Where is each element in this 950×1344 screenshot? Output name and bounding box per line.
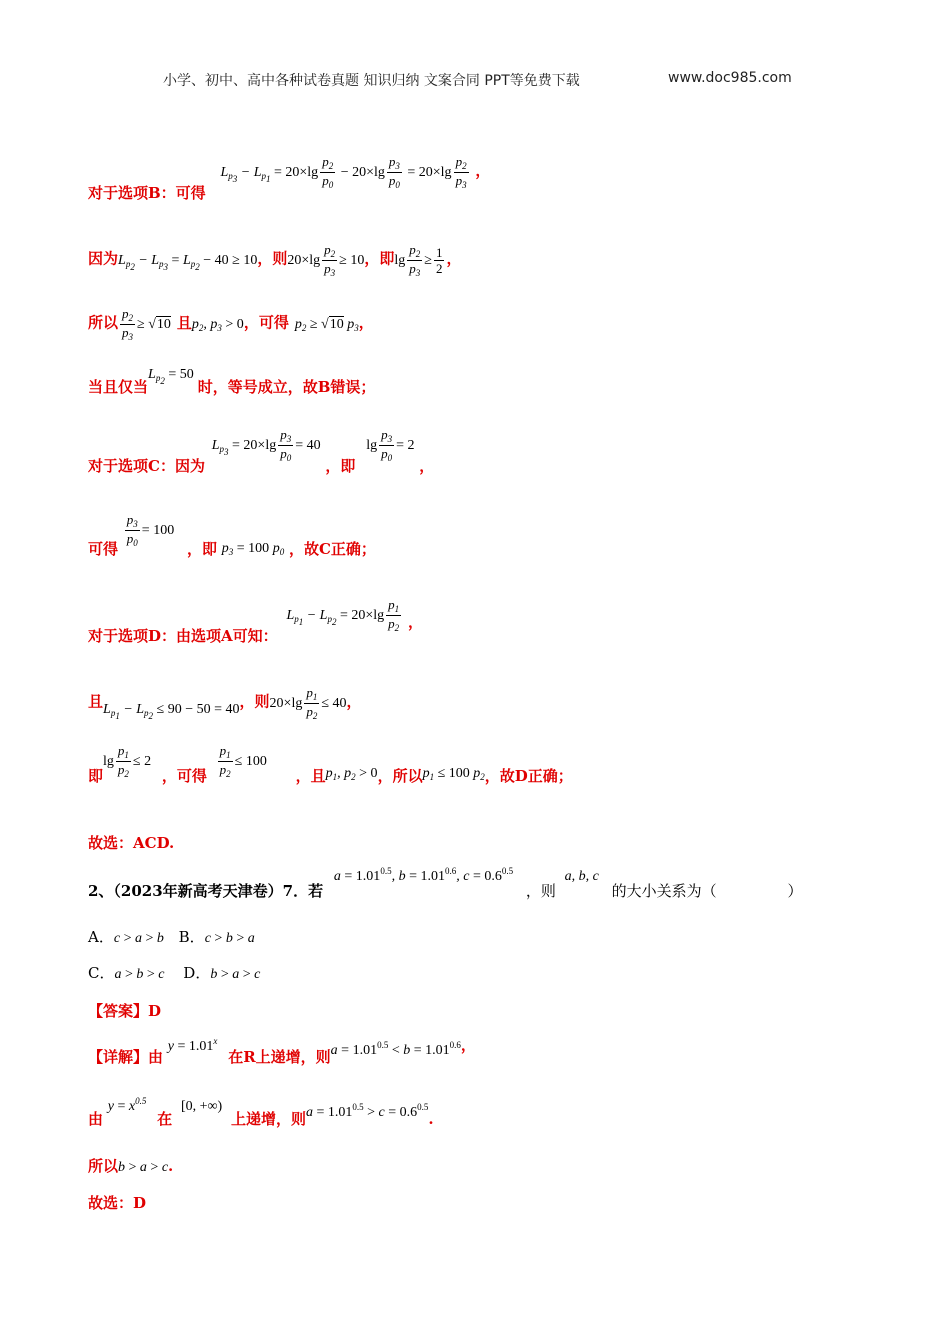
- punct: .: [428, 1110, 434, 1128]
- text: 在R上递增，则: [228, 1048, 331, 1066]
- math-d3b: $\frac{p_1}{p_2}$ ≤ 100: [219, 743, 267, 779]
- options-row-cd: [88, 962, 260, 983]
- text: 因为: [88, 249, 119, 268]
- option-c-line1: [88, 427, 435, 475]
- option-c-math[interactable]: a > b > c: [114, 967, 165, 982]
- option-b-math[interactable]: c > b > a: [204, 931, 255, 946]
- option-b-line2: [88, 243, 461, 278]
- math-c2b: $p_3 = 100$ $p_0$: [221, 540, 285, 557]
- option-d-choice-label[interactable]: D．: [183, 964, 211, 982]
- option-c-label: 对于选项C：因为: [88, 456, 205, 475]
- punct: ，: [446, 249, 462, 268]
- math-detail2-b: [0, +∞): [180, 1099, 223, 1114]
- text: ，则: [239, 692, 270, 711]
- math-b2a: $L_{p_2} - L_{p_3} = L_{p_2} - 40 \ge 10$: [118, 252, 258, 272]
- detail-line1: [88, 1034, 476, 1066]
- options-row-ab: [88, 926, 255, 947]
- option-d-line1: [88, 597, 423, 645]
- text: ，则: [257, 249, 288, 268]
- text: ，可得: [161, 766, 207, 785]
- math-q2b: a, b, c: [564, 869, 599, 884]
- detail-line2: [88, 1094, 434, 1128]
- text: ，可得: [243, 313, 289, 332]
- text: 即: [88, 766, 104, 785]
- option-d-math[interactable]: b > a > c: [210, 967, 261, 982]
- math-d3d: $p_1 \le 100$ $p_2$: [422, 765, 485, 782]
- math-detail2-a: $y = x^{0.5}$: [107, 1096, 147, 1114]
- math-q2a: $a = 1.01^{0.5}$, $b = 1.01^{0.6}$, $c = 0.6^{0.5}$: [333, 866, 514, 884]
- math-b3b: $p_2$, $p_3 > 0$: [191, 316, 244, 333]
- math-detail2-c: $a = 1.01^{0.5} > c = 0.6^{0.5}$: [305, 1102, 429, 1120]
- math-d3a: lg $\frac{p_1}{p_2}$ ≤ 2: [103, 743, 152, 779]
- option-b-label: 对于选项B：可得: [88, 183, 206, 202]
- text: ，则: [525, 882, 556, 900]
- detail-label: 【详解】由: [88, 1048, 164, 1066]
- text: ）: [787, 882, 803, 900]
- math-c2a: $\frac{p_3}{p_0}$ = 100: [126, 512, 175, 548]
- math-b1: $L_{p_3} - L_{p_1} = 20\times\lg$ $\frac{p_2}{p_0}$ − 20×lg $\frac{p_3}{p_0}$ = 20×lg $\frac{p_2}{p_3}$: [220, 154, 467, 190]
- math-c1a: $L_{p_3} = 20\times\lg$ $\frac{p_3}{p_0}$ = 40: [211, 427, 321, 463]
- text: ，即: [186, 539, 217, 558]
- option-b-line3: [88, 307, 374, 342]
- punct: ，: [475, 161, 491, 180]
- math-detail-b: $a = 1.01^{0.5} < b = 1.01^{0.6}$: [330, 1040, 461, 1058]
- text: 的大小关系为（: [611, 882, 717, 900]
- math-so: b > a > c: [118, 1160, 169, 1175]
- option-c-line2: [88, 512, 376, 558]
- punct: ，: [358, 313, 374, 332]
- text: 可得: [88, 539, 119, 558]
- option-b-line4: [88, 367, 376, 400]
- so-line: [88, 1155, 173, 1176]
- math-detail-a: $y = 1.01^x$: [167, 1036, 218, 1054]
- math-d2b: 20×lg $\frac{p_1}{p_2}$ ≤ 40: [269, 685, 347, 721]
- math-d1: $L_{p_1} - L_{p_2} = 20\times\lg$ $\frac{p_1}{p_2}$: [286, 597, 400, 633]
- selection-d: 故选：D: [88, 1194, 147, 1212]
- question-2: [88, 864, 803, 900]
- option-d-line3: [88, 743, 573, 785]
- math-b4: $L_{p_2} = 50$: [148, 367, 194, 386]
- punct: .: [168, 1157, 174, 1175]
- math-c1b: lg $\frac{p_3}{p_0}$ = 2: [366, 427, 415, 463]
- text: ，故D正确；: [484, 766, 573, 785]
- text: ，即: [325, 456, 356, 475]
- math-b3c: $p_2 \ge √10$ $p_3$: [294, 316, 359, 333]
- option-d-label: 对于选项D：由选项A可知：: [88, 626, 278, 645]
- text: 所以: [88, 1157, 119, 1175]
- option-a-label[interactable]: A．: [88, 928, 114, 946]
- math-b2c: lg $\frac{p_2}{p_3}$ ≥ $\frac{1}{2}$: [394, 242, 443, 278]
- option-c-choice-label[interactable]: C．: [88, 964, 115, 982]
- text: ，且: [295, 766, 326, 785]
- math-d2a: $L_{p_1} - L_{p_2} \le 90 - 50 = 40$: [103, 701, 240, 721]
- text: 由: [88, 1110, 104, 1128]
- math-b2b: 20×lg $\frac{p_2}{p_3}$ ≥ 10: [287, 242, 365, 278]
- text: 所以: [88, 313, 119, 332]
- option-b-choice-label[interactable]: B．: [178, 928, 205, 946]
- question-2-stem: 2、（2023年新高考天津卷）7．若: [88, 882, 324, 900]
- option-b-line1: [88, 154, 491, 202]
- text: ，故C正确；: [288, 539, 376, 558]
- text: ，即: [364, 249, 395, 268]
- option-a-math[interactable]: c > a > b: [113, 931, 164, 946]
- text: 在: [157, 1110, 173, 1128]
- text: 当且仅当: [88, 378, 149, 396]
- header-site[interactable]: www.doc985.com: [668, 70, 792, 86]
- text: 上递增，则: [230, 1110, 306, 1128]
- text: 且: [88, 692, 104, 711]
- selection-acd: 故选：ACD.: [88, 834, 175, 852]
- math-b3a: $\frac{p_2}{p_3}$ ≥ √10: [122, 306, 171, 342]
- option-d-line2: [88, 686, 362, 721]
- header-text: 小学、初中、高中各种试卷真题 知识归纳 文案合同 PPT等免费下载: [163, 73, 580, 89]
- text: ，所以: [377, 766, 423, 785]
- punct: ，: [460, 1036, 476, 1054]
- text: 且: [176, 313, 192, 332]
- answer: 【答案】D: [88, 1002, 162, 1020]
- punct: ，: [346, 692, 362, 711]
- punct: ，: [407, 612, 423, 631]
- text: 时，等号成立，故B错误；: [197, 378, 376, 396]
- punct: ，: [419, 456, 435, 475]
- math-d3c: $p_1$, $p_2 > 0$: [325, 765, 378, 782]
